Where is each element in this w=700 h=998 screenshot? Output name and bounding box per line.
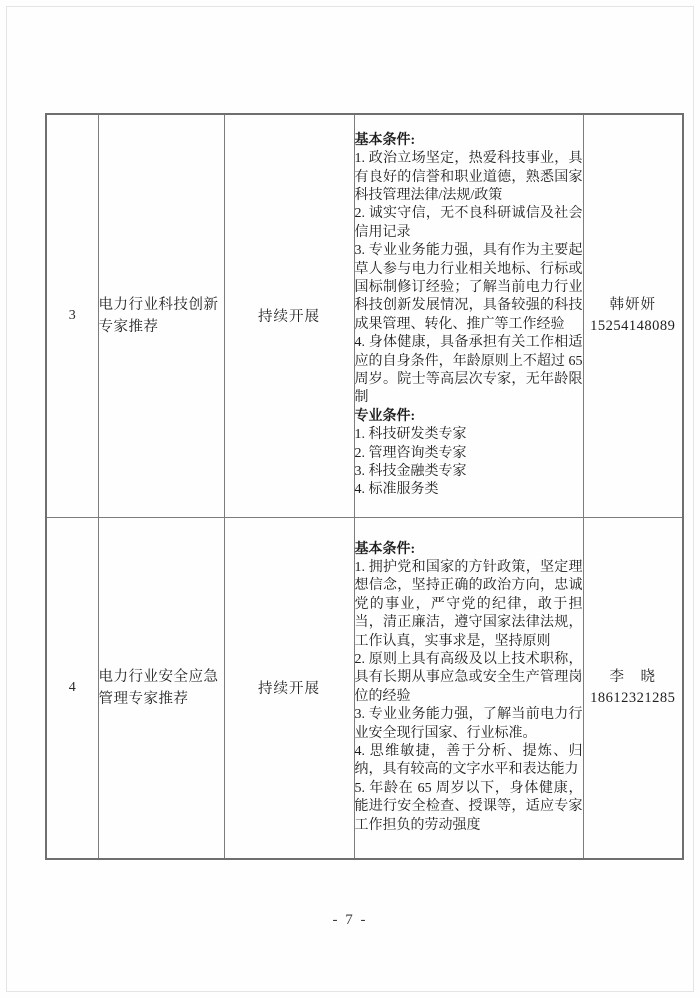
experts-table <box>45 113 684 860</box>
status-cell <box>224 517 354 859</box>
condition-line: 1. 政治立场坚定，热爱科技事业，具有良好的信誉和职业道德，熟悉国家科技管理法律/法规/政策 <box>354 151 583 203</box>
table-row <box>46 517 683 859</box>
conditions-cell <box>354 517 583 859</box>
status-text: 持续开展 <box>258 681 320 698</box>
contact-cell <box>583 114 683 517</box>
status-text: 持续开展 <box>258 309 320 326</box>
condition-line: 2. 管理咨询类专家 <box>354 445 467 461</box>
condition-line: 3. 专业业务能力强，了解当前电力行业安全现行国家、行业标准。 <box>354 707 583 741</box>
contact-name: 李 晓 <box>609 668 656 685</box>
contact-phone: 15254148089 <box>590 317 676 334</box>
conditions-text <box>355 132 583 500</box>
program-name: 电力行业安全应急管理专家推荐 <box>98 668 219 707</box>
contact-name: 韩妍妍 <box>609 296 656 313</box>
program-name-cell <box>98 517 224 859</box>
condition-line: 专业条件: <box>354 408 416 424</box>
condition-line: 5. 年龄在 65 周岁以下，身体健康，能进行安全检查、授课等，适应专家工作担负的劳动强度 <box>354 780 583 833</box>
condition-line: 1. 科技研发类专家 <box>354 427 467 443</box>
page-number: - 7 - <box>332 912 368 928</box>
table-row <box>46 114 683 517</box>
contact-phone: 18612321285 <box>590 689 676 706</box>
program-name-cell <box>98 114 224 517</box>
condition-line: 4. 标准服务类 <box>354 482 439 498</box>
condition-line: 4. 思维敏捷，善于分析、提炼、归纳，具有较高的文字水平和表达能力 <box>354 743 583 778</box>
contact-cell <box>583 517 683 859</box>
row-index: 3 <box>46 114 98 517</box>
program-name: 电力行业科技创新专家推荐 <box>98 296 219 335</box>
condition-line: 3. 科技金融类专家 <box>354 464 467 479</box>
condition-line: 2. 原则上具有高级及以上技术职称，具有长期从事应急或安全生产管理岗位的经验 <box>354 651 583 704</box>
condition-line: 3. 专业业务能力强，具有作为主要起草人参与电力行业相关地标、行标或国标制修订经验；了解当前电力行业科技创新发展情况，具备较强的科技成果管理、转化、推广等工作经验 <box>354 243 583 332</box>
condition-line: 2. 诚实守信，无不良科研诚信及社会信用记录 <box>354 206 583 240</box>
conditions-cell <box>354 114 583 517</box>
condition-line: 基本条件: <box>354 541 416 557</box>
condition-line: 基本条件: <box>354 132 416 148</box>
condition-line: 1. 拥护党和国家的方针政策，坚定理想信念，坚持正确的政治方向，忠诚党的事业，严守党的纪律，敢于担当，清正廉洁，遵守国家法律法规，工作认真，实事求是，坚持原则 <box>354 559 583 649</box>
conditions-text <box>355 541 583 836</box>
condition-line: 4. 身体健康，具备承担有关工作相适应的自身条件，年龄原则上不超过 65 周岁。院士等高层次专家，无年龄限制 <box>354 335 583 406</box>
status-cell <box>224 114 354 517</box>
row-index: 4 <box>46 517 98 859</box>
